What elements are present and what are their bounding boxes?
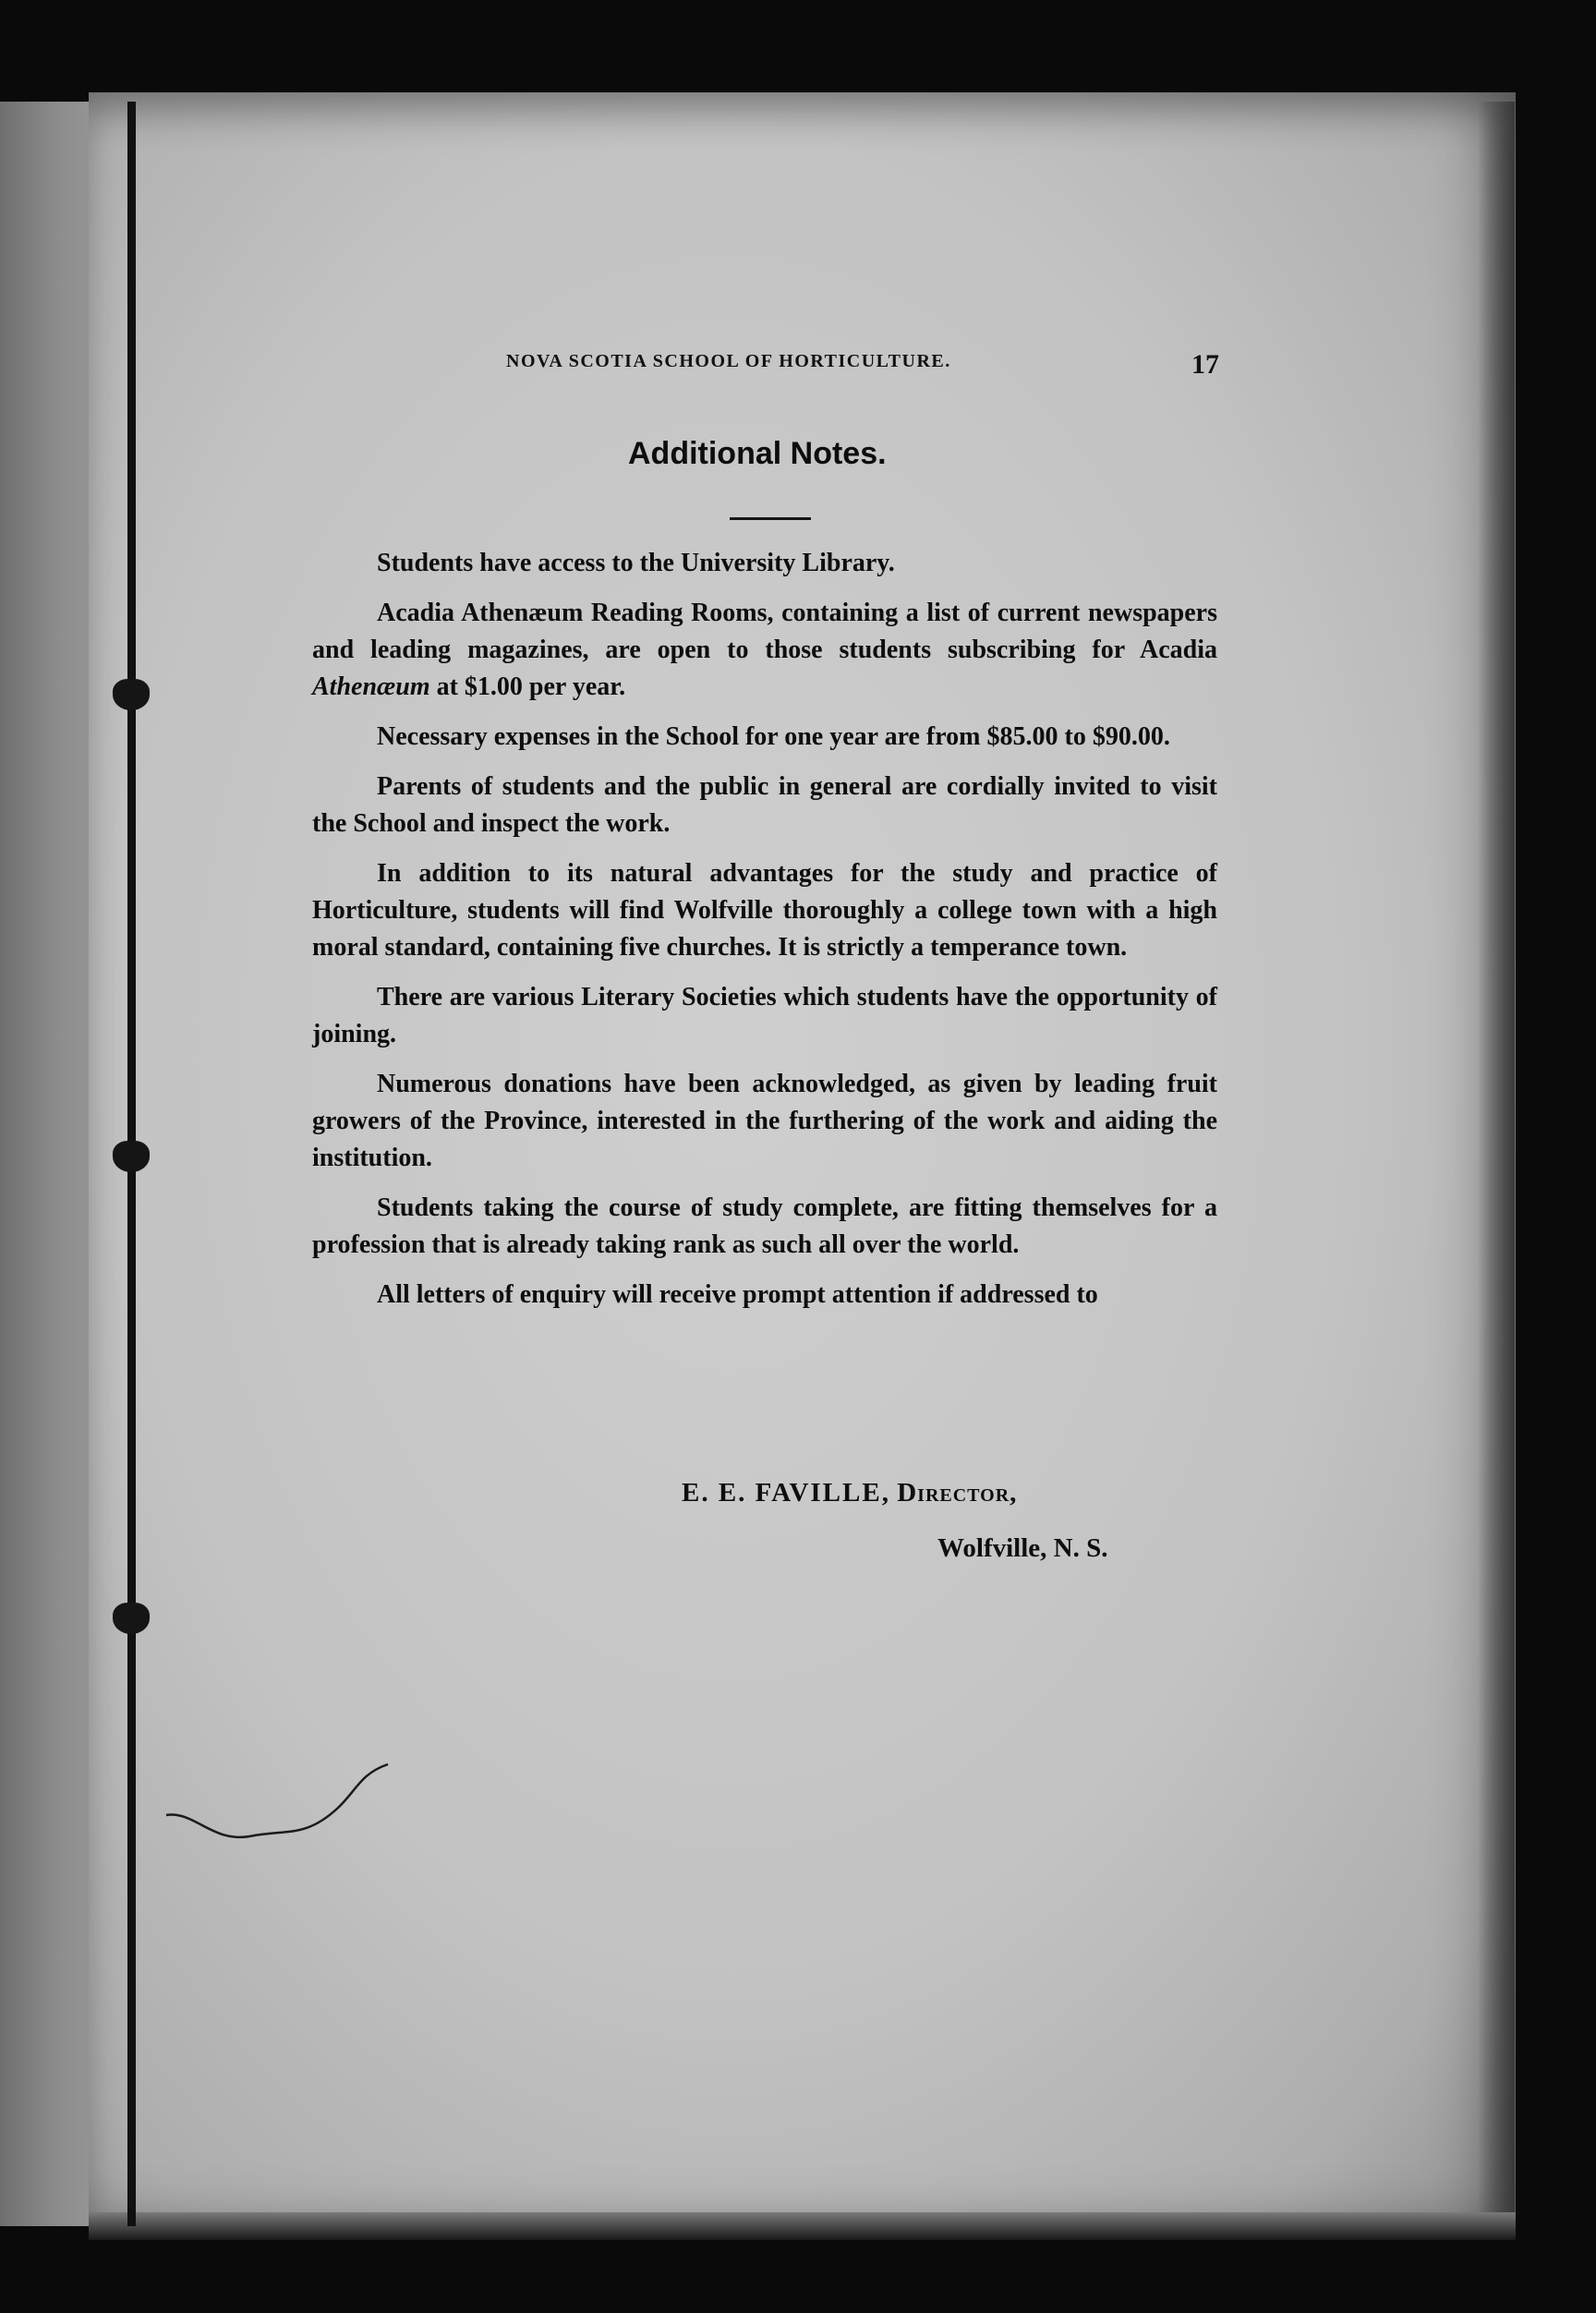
- paragraph-expenses: Necessary expenses in the School for one year are from $85.00 to $90.00.: [377, 722, 1170, 751]
- page-title: Additional Notes.: [628, 436, 887, 471]
- page-bottom-edge: [89, 2212, 1516, 2240]
- pencil-scribble: [157, 1718, 434, 1857]
- paragraph-reading-rooms: [312, 595, 1217, 706]
- binding-stitch: [113, 679, 150, 710]
- notes-body: [312, 545, 1217, 1326]
- athenaeum-price: at $1.00 per year.: [436, 672, 626, 701]
- director-name: E. E. FAVILLE,: [682, 1478, 890, 1508]
- binding-stitch: [113, 1141, 150, 1172]
- paragraph-enquiry: All letters of enquiry will receive prompt attention if addressed to: [377, 1280, 1098, 1309]
- athenaeum-italic: Athenæum: [312, 672, 430, 701]
- signature-place: Wolfville, N. S.: [937, 1533, 1108, 1563]
- director-title: Director,: [897, 1478, 1018, 1508]
- paragraph-donations: Numerous donations have been acknowledged, as given by leading fruit growers of the Province, interested in the furthering of the work and aiding the institution.: [312, 1070, 1217, 1172]
- paragraph-societies: There are various Literary Societies which students have the opportunity of joining.: [312, 983, 1217, 1048]
- title-rule: [730, 517, 811, 520]
- paragraph-advantages: In addition to its natural advantages for the study and practice of Horticulture, students will find Wolfville thoroughly a college town with a high moral standard, containing five churches. It is strictly a temperance town.: [312, 859, 1217, 962]
- paragraph-parents: Parents of students and the public in general are cordially invited to visit the School and inspect the work.: [312, 772, 1217, 838]
- paragraph-profession: Students taking the course of study complete, are fitting themselves for a profession that is already taking rank as such all over the world.: [312, 1193, 1217, 1259]
- paragraph-library: Students have access to the University Library.: [377, 549, 895, 577]
- binding-stitch: [113, 1603, 150, 1634]
- reading-rooms-text: Acadia Athenæum Reading Rooms, containing a list of current newspapers and leading magazines, are open to those students subscribing for Acadia: [312, 599, 1217, 664]
- running-head: NOVA SCOTIA SCHOOL OF HORTICULTURE.: [506, 351, 951, 371]
- signature-line: [682, 1478, 1017, 1508]
- page-number: 17: [1191, 349, 1219, 380]
- page-shadow: [1478, 102, 1515, 2226]
